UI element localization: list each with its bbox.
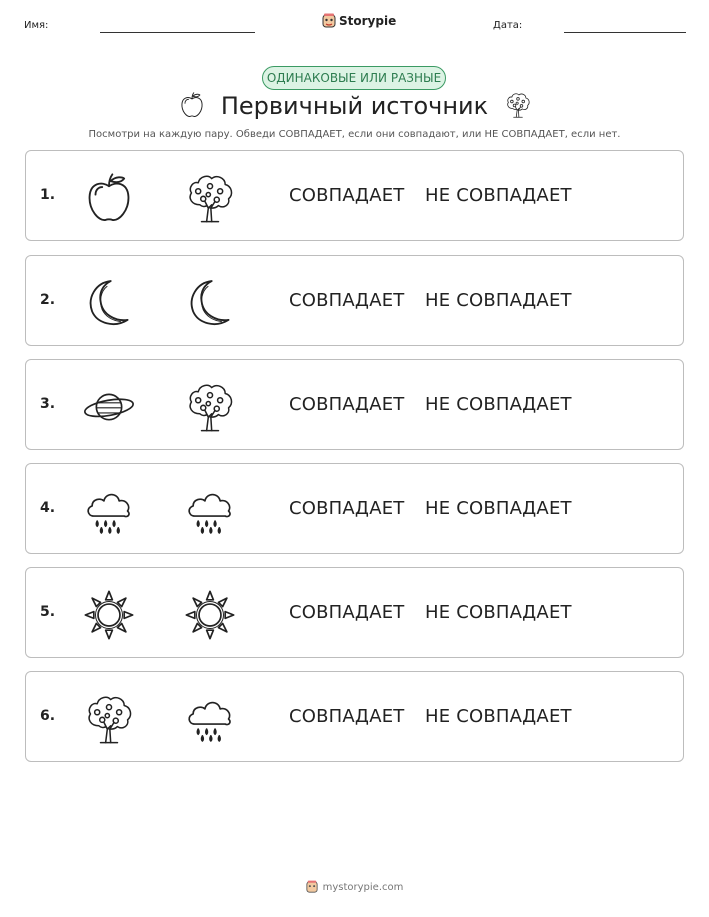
apple-icon <box>82 171 136 225</box>
sun-icon <box>82 588 136 642</box>
brand-logo <box>322 13 396 29</box>
match-option[interactable]: СОВПАДАЕТ <box>289 290 405 311</box>
no-match-option[interactable]: НЕ СОВПАДАЕТ <box>425 706 572 727</box>
page-title: Первичный источник <box>220 92 489 120</box>
rain-cloud-icon <box>183 484 237 538</box>
rain-cloud-icon <box>183 692 237 746</box>
name-label: Имя: <box>24 20 49 31</box>
row-number: 3. <box>40 396 56 412</box>
footer <box>0 880 709 894</box>
brand-name: Storypie <box>339 14 397 28</box>
no-match-option[interactable]: НЕ СОВПАДАЕТ <box>425 602 572 623</box>
no-match-option[interactable]: НЕ СОВПАДАЕТ <box>425 394 572 415</box>
no-match-option[interactable]: НЕ СОВПАДАЕТ <box>425 290 572 311</box>
tree-icon <box>183 380 237 434</box>
exercise-row <box>25 567 684 658</box>
tree-icon <box>82 692 136 746</box>
match-option[interactable]: СОВПАДАЕТ <box>289 498 405 519</box>
exercise-row <box>25 255 684 346</box>
moon-icon <box>82 276 136 330</box>
match-option[interactable]: СОВПАДАЕТ <box>289 602 405 623</box>
exercise-row <box>25 671 684 762</box>
exercise-row <box>25 150 684 241</box>
row-number: 2. <box>40 292 56 308</box>
date-field[interactable] <box>564 32 686 33</box>
tree-icon <box>183 171 237 225</box>
storypie-mascot-icon <box>322 13 336 29</box>
no-match-option[interactable]: НЕ СОВПАДАЕТ <box>425 185 572 206</box>
row-number: 4. <box>40 500 56 516</box>
moon-icon <box>183 276 237 330</box>
planet-icon <box>82 380 136 434</box>
match-option[interactable]: СОВПАДАЕТ <box>289 706 405 727</box>
row-number: 6. <box>40 708 56 724</box>
match-option[interactable]: СОВПАДАЕТ <box>289 185 405 206</box>
row-number: 5. <box>40 604 56 620</box>
name-field[interactable] <box>100 32 255 33</box>
instructions: Посмотри на каждую пару. Обведи СОВПАДАЕТ, если они совпадают, или НЕ СОВПАДАЕТ, если нет. <box>88 129 621 140</box>
footer-url[interactable]: mystorypie.com <box>322 881 404 893</box>
exercise-row <box>25 359 684 450</box>
storypie-mascot-icon <box>306 880 318 894</box>
row-number: 1. <box>40 187 56 203</box>
sun-icon <box>183 588 237 642</box>
rain-cloud-icon <box>82 484 136 538</box>
category-badge: ОДИНАКОВЫЕ ИЛИ РАЗНЫЕ <box>262 66 446 90</box>
exercise-row <box>25 463 684 554</box>
date-label: Дата: <box>493 20 523 31</box>
match-option[interactable]: СОВПАДАЕТ <box>289 394 405 415</box>
no-match-option[interactable]: НЕ СОВПАДАЕТ <box>425 498 572 519</box>
tree-icon <box>504 90 532 120</box>
